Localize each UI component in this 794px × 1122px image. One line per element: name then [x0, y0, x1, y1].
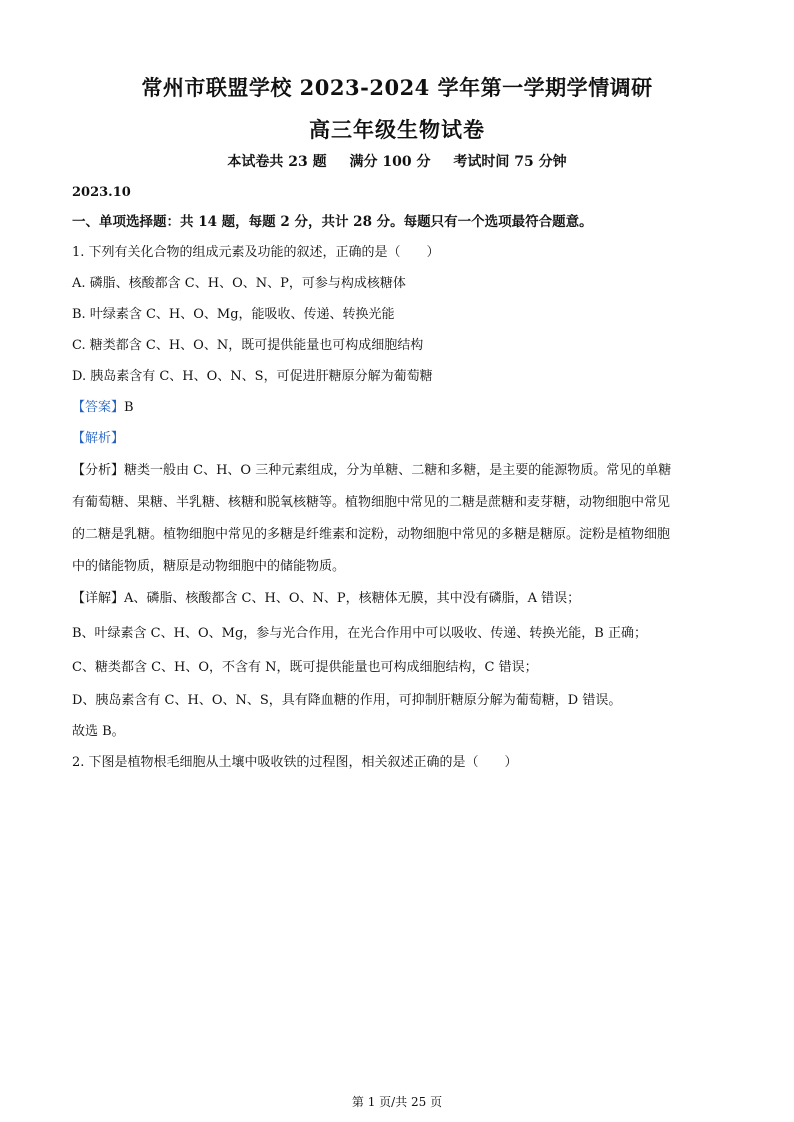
fenxi-tag: 【分析】 [72, 463, 125, 478]
q1-option-d: D. 胰岛素含有 C、H、O、N、S，可促进肝糖原分解为葡萄糖 [72, 369, 433, 384]
detail-line-2: B、叶绿素含 C、H、O、Mg，参与光合作用，在光合作用中可以吸收、传递、转换光能，B 正确； [72, 626, 647, 641]
exam-info-time: 考试时间 75 分钟 [453, 154, 567, 170]
detail-line-5: 故选 B。 [72, 724, 125, 739]
detail-text-1: A、磷脂、核酸都含 C、H、O、N、P，核糖体无膜，其中没有磷脂，A 错误； [124, 591, 581, 606]
exam-date: 2023.10 [72, 185, 131, 200]
fenxi-line-4: 中的储能物质，糖原是动物细胞中的储能物质。 [72, 559, 346, 574]
analysis-tag: 【解析】 [72, 431, 125, 446]
page-number: 第 1 页/共 25 页 [351, 1095, 443, 1109]
detail-line-4: D、胰岛素含有 C、H、O、N、S，具有降血糖的作用，可抑制肝糖原分解为葡萄糖，D 错误。 [72, 693, 622, 708]
fenxi-text-1: 糖类一般由 C、H、O 三种元素组成，分为单糖、二糖和多糖，是主要的能源物质。常见的单糖 [124, 463, 672, 478]
detail-line-1 [72, 590, 580, 608]
exam-title-line2: 高三年级生物试卷 [309, 117, 485, 142]
exam-info [0, 151, 794, 171]
answer-tag: 【答案】 [72, 400, 125, 415]
answer-value: B [124, 400, 134, 415]
q1-answer [72, 399, 134, 417]
fenxi-line-3: 的二糖是乳糖。植物细胞中常见的多糖是纤维素和淀粉，动物细胞中常见的多糖是糖原。淀粉是植物细胞 [72, 527, 671, 542]
exam-info-score: 满分 100 分 [349, 154, 431, 170]
q1-option-c: C. 糖类都含 C、H、O、N，既可提供能量也可构成细胞结构 [72, 338, 424, 353]
q1-option-a: A. 磷脂、核酸都含 C、H、O、N、P，可参与构成核糖体 [72, 276, 406, 291]
fenxi-line-1 [72, 462, 671, 480]
fenxi-line-2: 有葡萄糖、果糖、半乳糖、核糖和脱氧核糖等。植物细胞中常见的二糖是蔗糖和麦芽糖，动物细胞中常见 [72, 495, 671, 510]
detail-line-3: C、糖类都含 C、H、O，不含有 N，既可提供能量也可构成细胞结构，C 错误； [72, 660, 538, 675]
q2-stem: 2. 下图是植物根毛细胞从土壤中吸收铁的过程图，相关叙述正确的是（ ） [72, 755, 518, 770]
exam-info-questions: 本试卷共 23 题 [227, 154, 327, 170]
detail-tag: 【详解】 [72, 591, 125, 606]
q1-option-b: B. 叶绿素含 C、H、O、Mg，能吸收、传递、转换光能 [72, 307, 395, 322]
exam-title-line1: 常州市联盟学校 2023-2024 学年第一学期学情调研 [141, 75, 653, 100]
q1-stem: 1. 下列有关化合物的组成元素及功能的叙述，正确的是（ ） [72, 245, 440, 260]
section-heading: 一、单项选择题：共 14 题，每题 2 分，共计 28 分。每题只有一个选项最符合题意。 [72, 214, 593, 230]
